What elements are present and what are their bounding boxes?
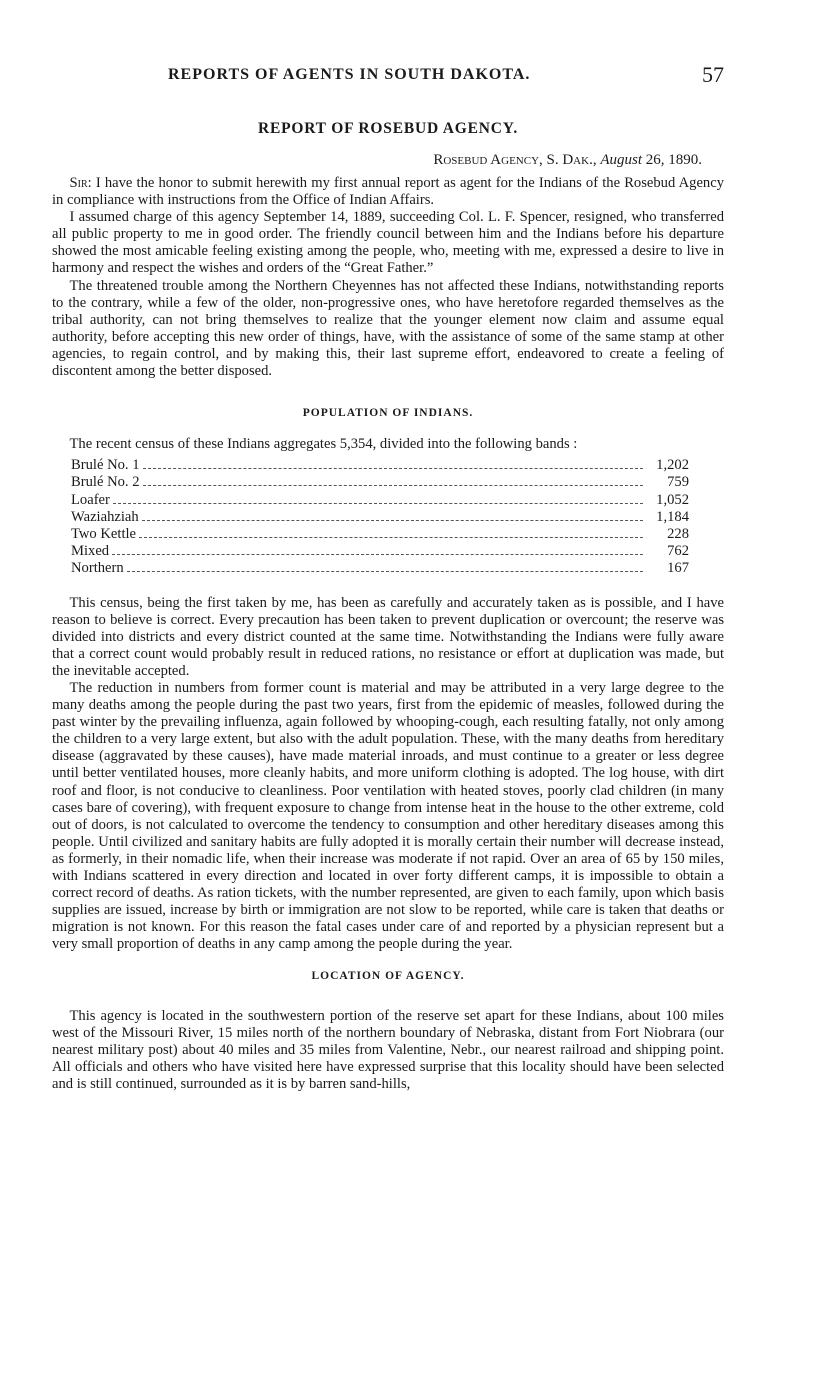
band-name: Loafer: [71, 491, 110, 508]
location-heading: LOCATION OF AGENCY.: [311, 969, 465, 982]
dot-leader: [142, 519, 643, 521]
band-name: Two Kettle: [71, 525, 137, 542]
location-paragraph: This agency is located in the southwestern portion of the reserve set apart for these Indians, about 100 miles west of the Missouri River, 15 miles north of the northern boundary of Nebraska, distant from Fort Niobrara (our nearest military post) about 40 miles and 35 miles from Valentine, Nebr., our nearest railroad and shipping point. All officials and others who have visited here have expressed surprise that this locality should have been selected and is still continued, surrounded as it is by barren sand-hills,: [52, 1007, 724, 1092]
band-row: [71, 509, 689, 526]
dot-leader: [143, 484, 643, 486]
band-row: [71, 474, 689, 491]
dateline-month: August: [600, 152, 642, 168]
dateline-day-year: 26, 1890.: [645, 152, 702, 168]
band-count: 1,202: [656, 457, 689, 474]
band-name: Waziahziah: [71, 508, 139, 525]
assumption-paragraph: I assumed charge of this agency September 14, 1889, succeeding Col. L. F. Spencer, resigned, who transferred all public property to me in good order. The friendly council between him and the Indians before his departure showed the most amicable feeling existing among the people, who, meeting with me, expressed a desire to live in harmony and respect the wishes and orders of the “Great Father.”: [52, 209, 724, 277]
dot-leader: [127, 570, 643, 572]
census-intro: The recent census of these Indians aggregates 5,354, divided into the following bands :: [69, 436, 578, 453]
band-name: Brulé No. 2: [71, 474, 140, 491]
running-title: REPORTS OF AGENTS IN SOUTH DAKOTA.: [168, 66, 531, 83]
band-count: 167: [667, 560, 689, 577]
band-count: 762: [667, 543, 689, 560]
band-row: [71, 492, 689, 509]
running-header: [52, 62, 724, 90]
band-name: Brulé No. 1: [71, 457, 140, 474]
intro-paragraph-text: I have the honor to submit herewith my first annual report as agent for the Indians of the Rosebud Agency in compliance with instructions from the Office of Indian Affairs.: [52, 175, 724, 209]
band-count: 759: [667, 474, 689, 491]
band-row: [71, 560, 689, 577]
dateline: [52, 152, 724, 169]
report-title: REPORT OF ROSEBUD AGENCY.: [257, 120, 519, 137]
intro-paragraph: [52, 175, 724, 209]
band-name: Mixed: [71, 543, 110, 560]
dot-leader: [139, 536, 643, 538]
reduction-paragraph: The reduction in numbers from former count is material and may be attributed in a very large degree to the many deaths among the people during the past two years, first from the epidemic of measles, followed during the past winter by the prevailing influenza, again followed by whooping-cough, each resulting fatally, not only among the children to a very large extent, but also with the adult population. These, with the many deaths from hereditary disease (aggravated by these causes), have made material inroads, and must continue to a greater or less degree until better ventilated houses, more cleanly habits, and more uniform clothing is adopted. The log house, with dirt roof and floor, is not conducive to cleanliness. Poor ventilation with heated stoves, poorly clad children (in many cases bare of covering), with frequent exposure to change from intense heat in the house to the other extreme, cold out of doors, is not calculated to overcome the tendency to consumption and other hereditary diseases among this people. Until civilized and sanitary habits are fully adopted it is morally certain their number will decrease instead, as formerly, in their nomadic life, when their increase was moderate if not rapid. Over an area of 65 by 150 miles, with Indians scattered in every direction and located in over forty different camps, it is impossible to obtain a correct record of deaths. As ration tickets, with the number represented, are given to each family, upon which basis supplies are issued, increase by birth or immigration are not slow to be reported, while care is taken that deaths or migration is not known. For this reason the fatal cases under care of and reported by a physician represent but a very small proportion of deaths in any camp among the people during the year.: [52, 680, 724, 953]
dot-leader: [112, 553, 643, 555]
band-count: 228: [667, 525, 689, 542]
dot-leader: [113, 502, 643, 504]
band-name: Northern: [71, 560, 124, 577]
page-number: 57: [702, 62, 724, 87]
band-table: [52, 457, 689, 577]
band-count: 1,184: [656, 508, 689, 525]
census-paragraph: This census, being the first taken by me, has been as carefully and accurately taken as is possible, and I have reason to believe is correct. Every precaution has been taken to prevent duplication or overcount; the reserve was divided into districts and every district counted at the same time. Notwithstanding the Indians were fully aware that a correct count would probably result in reduced rations, no resistance or effort at duplication was made, but the inevitable accepted.: [52, 594, 724, 679]
salutation: Sir:: [69, 175, 92, 191]
band-row: [71, 526, 689, 543]
band-row: [71, 457, 689, 474]
band-count: 1,052: [656, 491, 689, 508]
cheyenne-paragraph: The threatened trouble among the Northern Cheyennes has not affected these Indians, notwithstanding reports to the contrary, while a few of the older, non-progressive ones, who have heretofore regarded themselves as the tribal authority, can not bring themselves to realize that the younger element now claim and assume equal authority, before accepting this new order of things, have, with the assistance of some of the same stamp at other agencies, to regain control, and by making this, their last supreme effort, endeavored to create a feeling of discontent among the better disposed.: [52, 277, 724, 380]
document-body: [52, 120, 724, 1093]
band-row: [71, 543, 689, 560]
population-heading: POPULATION OF INDIANS.: [302, 407, 474, 420]
dateline-place: Rosebud Agency, S. Dak.,: [433, 152, 597, 168]
dot-leader: [143, 467, 643, 469]
